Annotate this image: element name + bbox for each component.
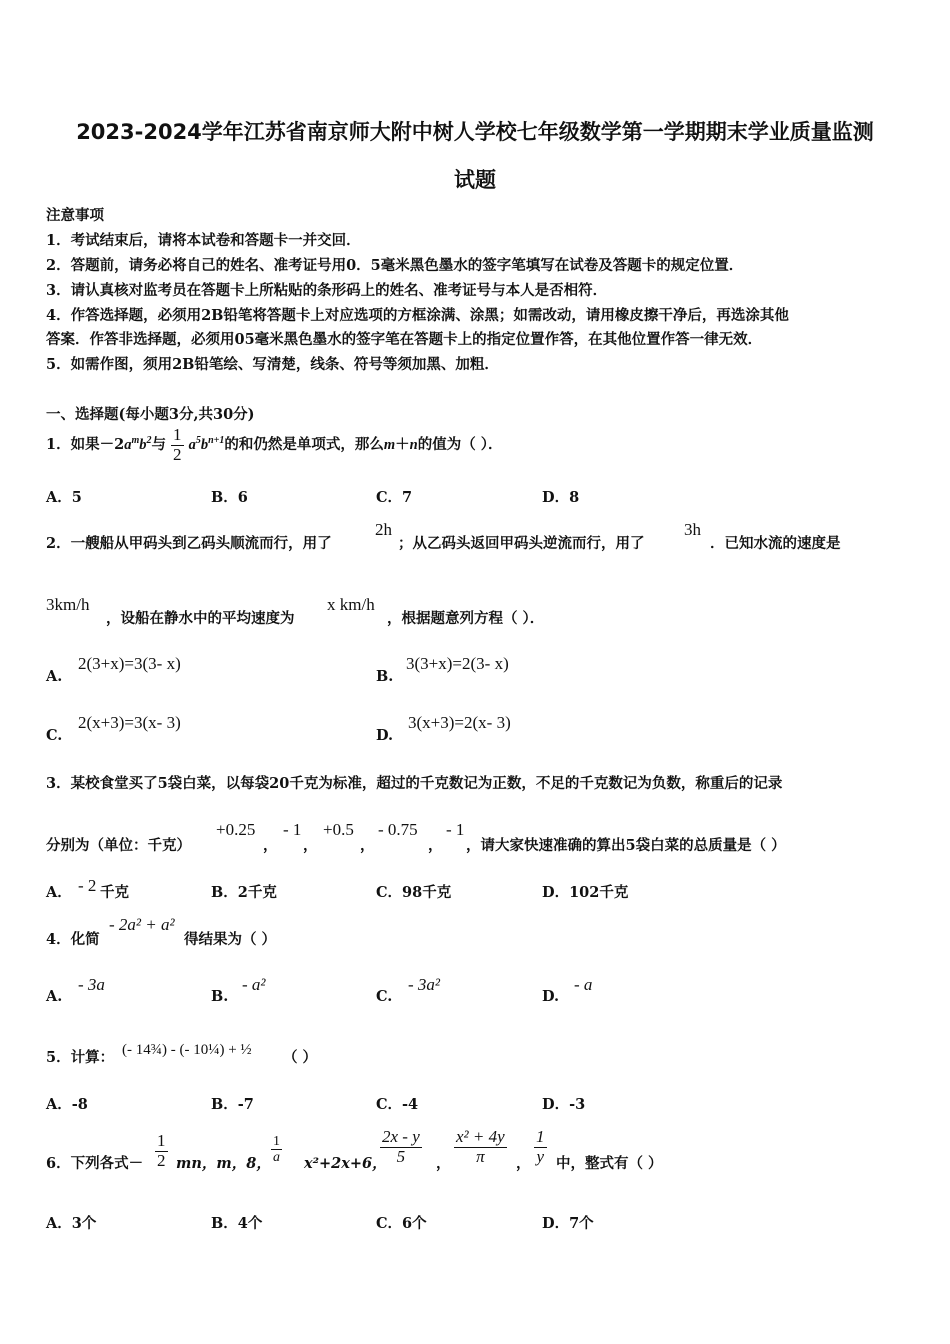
option-c-expr: - 3a²	[408, 975, 441, 994]
option-b-equation: 3(3+x)=2(3- x)	[406, 654, 509, 673]
fraction: $\frac{1}{a}$	[273, 1134, 280, 1166]
option-a-expr: - 3a	[78, 975, 105, 994]
question-2-text: ，设船在静水中的平均速度为	[106, 610, 295, 627]
question-6-text: x²+2x+6，	[304, 1155, 387, 1172]
value: - 1	[446, 820, 465, 839]
option-a: A．3个	[46, 1215, 97, 1232]
option-a-unit: 千克	[100, 884, 129, 901]
note-item: 5．如需作图，须用2B铅笔绘、写清楚，线条、符号等须加黑、加粗．	[46, 356, 499, 373]
value: +0.25	[216, 820, 256, 839]
question-3-text: ，请大家快速准确的算出5袋白菜的总质量是（ ）	[466, 837, 786, 854]
note-item: 1．考试结束后，请将本试卷和答题卡一并交回．	[46, 232, 361, 249]
question-2-line1: 2．一艘船从甲码头到乙码头顺流而行，用了	[46, 535, 332, 552]
value: +0.5	[323, 820, 354, 839]
option-b-label: B.	[211, 988, 229, 1005]
option-a: A．-8	[46, 1096, 88, 1113]
option-c: C．98千克	[376, 884, 452, 901]
option-d-equation: 3(x+3)=2(x- 3)	[408, 713, 511, 732]
question-3-text: 分别为（单位：千克）	[46, 837, 191, 854]
time-2h: 2h	[375, 520, 392, 539]
speed-boat: x km/h	[327, 595, 375, 614]
fraction: $\frac{1}{2}$	[157, 1131, 166, 1170]
speed-water: 3km/h	[46, 595, 90, 614]
time-3h: 3h	[684, 520, 701, 539]
option-a: A．5	[46, 489, 82, 506]
option-c: C．6个	[376, 1215, 427, 1232]
option-a-label: A.	[46, 988, 63, 1005]
option-a-label: A．	[46, 884, 72, 901]
option-a-label: A.	[46, 668, 63, 685]
question-4-text: 得结果为（ ）	[184, 931, 277, 948]
option-b-expr: - a²	[242, 975, 266, 994]
title-line-1: 2023-2024学年江苏省南京师大附中树人学校七年级数学第一学期期末学业质量监测	[76, 120, 874, 144]
expression: - 2a² + a²	[109, 915, 175, 934]
option-b: B．6	[211, 489, 248, 506]
fraction: $\frac{1}{y}$	[536, 1127, 545, 1166]
note-item: 3．请认真核对监考员在答题卡上所粘贴的条形码上的姓名、准考证号与本人是否相符．	[46, 282, 608, 299]
title-line-2: 试题	[454, 168, 496, 192]
question-6-text: mn，m，8，	[176, 1155, 271, 1172]
option-a-value: - 2	[78, 876, 97, 895]
option-b: B．4个	[211, 1215, 263, 1232]
note-item: 答案．作答非选择题，必须用05毫米黑色墨水的签字笔在答题卡上的指定位置作答，在其他位置作答一律无效．	[46, 331, 763, 348]
fraction: $\frac{1}{2}$	[173, 425, 182, 464]
question-1: 1．如果$-2a^mb^2$与 $\frac{1}{2}$ $a^5b^{n+1}$的和仍然是单项式，那么m＋n的值为（ ）．	[46, 425, 503, 464]
notes-heading: 注意事项	[46, 207, 104, 224]
question-5-text: 5．计算：	[46, 1049, 115, 1066]
option-d-expr: - a	[574, 975, 593, 994]
option-c-equation: 2(x+3)=3(x- 3)	[78, 713, 181, 732]
option-d: D．-3	[542, 1096, 586, 1113]
question-6-text: 6．下列各式－	[46, 1155, 144, 1172]
note-item: 2．答题前，请务必将自己的姓名、准考证号用0．5毫米黑色墨水的签字笔填写在试卷及答题卡的规定位置．	[46, 257, 744, 274]
question-4-text: 4．化简	[46, 931, 100, 948]
value: - 1	[283, 820, 302, 839]
option-c-label: C.	[376, 988, 393, 1005]
question-3-line1: 3．某校食堂买了5袋白菜，以每袋20千克为标准，超过的千克数记为正数，不足的千克数记为负数，称重后的记录	[46, 775, 783, 792]
fraction: $\frac{\text{x² + 4y}}{\pi}$	[456, 1127, 505, 1166]
fraction: $\frac{2x - y}{5}$	[382, 1127, 420, 1166]
option-d-label: D.	[376, 727, 394, 744]
question-2-text: ，根据题意列方程（ ）．	[387, 610, 545, 627]
option-d-label: D.	[542, 988, 560, 1005]
option-b: B．2千克	[211, 884, 277, 901]
option-b: B．-7	[211, 1096, 254, 1113]
option-c: C．7	[376, 489, 413, 506]
option-d: D．7个	[542, 1215, 594, 1232]
option-d: D．102千克	[542, 884, 629, 901]
question-6-text: 中，整式有（ ）	[556, 1155, 663, 1172]
option-c-label: C.	[46, 727, 63, 744]
expression: (- 14¾) - (- 10¼) + ½	[122, 1042, 252, 1058]
option-c: C．-4	[376, 1096, 419, 1113]
section-heading: 一、选择题(每小题3分,共30分)	[46, 406, 255, 423]
option-a-equation: 2(3+x)=3(3- x)	[78, 654, 181, 673]
question-5-text: （ ）	[283, 1049, 318, 1066]
value: - 0.75	[378, 820, 418, 839]
question-2-text: ；从乙码头返回甲码头逆流而行，用了	[398, 535, 645, 552]
question-2-text: ．已知水流的速度是	[710, 535, 841, 552]
note-item: 4．作答选择题，必须用2B铅笔将答题卡上对应选项的方框涂满、涂黑；如需改动，请用橡皮擦干净后，再选涂其他	[46, 307, 789, 324]
option-b-label: B.	[376, 668, 394, 685]
option-d: D．8	[542, 489, 580, 506]
